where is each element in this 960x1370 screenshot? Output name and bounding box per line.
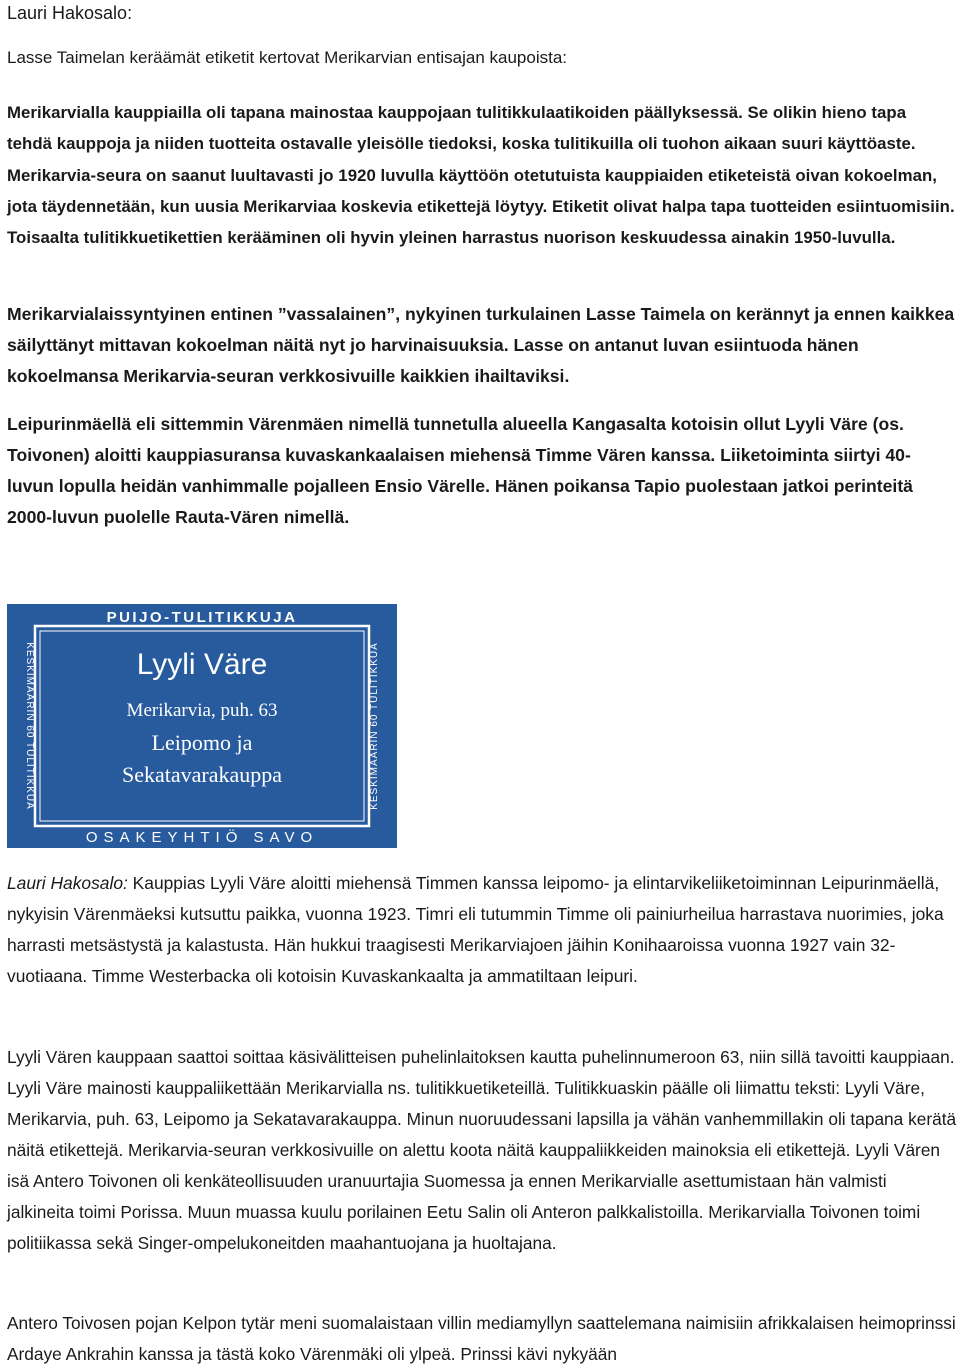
paragraph-4-text: Kauppias Lyyli Väre aloitti miehensä Timmen kanssa leipomo- ja elintarvikeliiketoiminnan Leipurinmäellä, nykyisin Värenmäeksi kutsuttu paikka, vuonna 1923. Timri eli tutummin Timme oli painiurheilua harrastava nuorimies, joka harrasti metsästystä ja kalastusta. Hän hukkui traagisesti Merikarviajoen jäihin Konihaaroissa vuonna 1927 vain 32-vuotiaana. Timme Westerbacka oli kotoisin Kuvaskankaalta ja ammatiltaan leipuri.	[7, 873, 944, 986]
label-bottom-text: OSAKEYHTIÖ SAVO	[85, 829, 319, 846]
author-heading: Lauri Hakosalo:	[7, 3, 133, 23]
label-left-text: KESKIMÄÄRIN 60 TULITIKKUA	[24, 642, 35, 810]
label-line-1: Merikarvia, puh. 63	[126, 700, 278, 721]
paragraph-4	[7, 868, 957, 992]
label-name: Lyyli Väre	[136, 648, 268, 681]
label-right-text: KESKIMÄÄRIN 60 TULITIKKUA	[369, 642, 380, 810]
label-line-2: Leipomo ja	[151, 730, 253, 755]
paragraph-4-author: Lauri Hakosalo:	[7, 873, 128, 893]
label-line-3: Sekatavarakauppa	[121, 762, 283, 787]
matchbox-label-svg	[7, 604, 397, 848]
paragraph-6: Antero Toivosen pojan Kelpon tytär meni suomalaistaan villin mediamyllyn saattelemana naimisiin afrikkalaisen heimoprinssi Ardaye Ankrahin kanssa ja tästä koko Värenmäki oli ylpeä. Prinssi kävi nykyään	[7, 1313, 956, 1364]
label-top-text: PUIJO-TULITIKKUJA	[106, 609, 298, 626]
intro-title: Lasse Taimelan keräämät etiketit kertovat Merikarvian entisajan kaupoista:	[7, 48, 568, 67]
paragraph-2: Merikarvialaissyntyinen entinen ”vassalainen”, nykyinen turkulainen Lasse Taimela on kerännyt ja ennen kaikkea säilyttänyt mittavan kokoelman näitä nyt jo harvinaisuuksia. Lasse on antanut luvan esiintuoda hänen kokoelmansa Merikarvia-seuran verkkosivuille kaikkien ihailtaviksi.	[7, 304, 955, 386]
matchbox-label-image	[7, 604, 397, 848]
paragraph-5: Lyyli Vären kauppaan saattoi soittaa käsivälitteisen puhelinlaitoksen kautta puhelinnumeroon 63, niin sillä tavoitti kauppiaan. Lyyli Väre mainosti kauppaliikettään Merikarvialla ns. tulitikkuetiketeillä. Tulitikkuaskin päälle oli liimattu teksti: Lyyli Väre, Merikarvia, puh. 63, Leipomo ja Sekatavarakauppa. Minun nuoruudessani lapsilla ja vähän vanhemmillakin oli tapana kerätä näitä etikettejä. Merikarvia-seuran verkkosivuille on alettu koota näitä kauppaliikkeiden mainoksia eli etikettejä. Lyyli Vären isä Antero Toivonen oli kenkäteollisuuden uranuurtajia Suomessa ja ennen Merikarvialle asettumistaan hän valmisti jalkineita toimi Porissa. Muun muassa kuulu porilainen Eetu Salin oli Anteron palkkalistoilla. Merikarvialla Toivonen toimi politiikassa sekä Singer-ompelukoneitden maahantuojana ja huoltajana.	[7, 1047, 957, 1253]
paragraph-1: Merikarvialla kauppiailla oli tapana mainostaa kauppojaan tulitikkulaatikoiden päällyksessä. Se olikin hieno tapa tehdä kauppoja ja niiden tuotteita ostavalle yleisölle tiedoksi, koska tulitikuilla oli tuohon aikaan suuri käyttöaste. Merikarvia-seura on saanut luultavasti jo 1920 luvulla käyttöön otetutuista kauppiaiden etiketeistä oivan kokoelman, jota täydennetään, kun uusia Merikarviaa koskevia etikettejä löytyy. Etiketit olivat halpa tapa tuotteiden esiintuomisiin. Toisaalta tulitikkuetikettien kerääminen oli hyvin yleinen harrastus nuorison keskuudessa ainakin 1950-luvulla.	[7, 103, 955, 248]
paragraph-3: Leipurinmäellä eli sittemmin Värenmäen nimellä tunnetulla alueella Kangasalta kotoisin ollut Lyyli Väre (os. Toivonen) aloitti kauppiasuransa kuvaskankaalaisen miehensä Timme Vären kanssa. Liiketoiminta siirtyi 40-luvun lopulla heidän vanhimmalle pojalleen Ensio Värelle. Hänen poikansa Tapio puolestaan jatkoi perinteitä 2000-luvun puolelle Rauta-Vären nimellä.	[7, 414, 913, 527]
